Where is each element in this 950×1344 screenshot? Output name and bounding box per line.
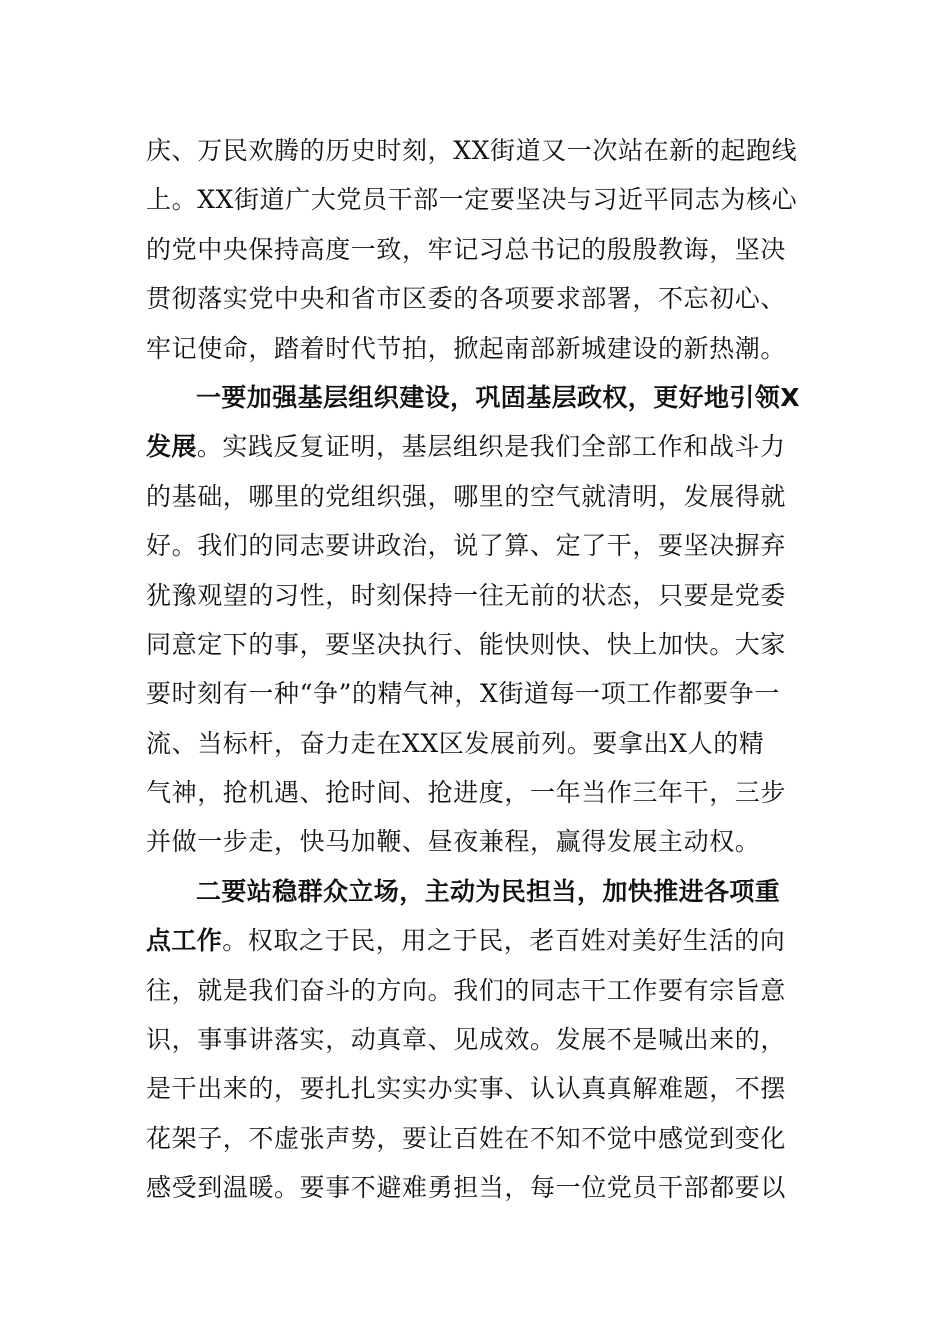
text-line: 要时刻有一种“争”的精气神，X街道每一项工作都要争一 — [146, 679, 780, 709]
section-heading-2: 二要站稳群众立场，主动为民担当，加快推进各项重 — [196, 876, 781, 906]
text-line: 花架子，不虚张声势，要让百姓在不知不觉中感觉到变化 — [146, 1123, 787, 1153]
text-line: 往，就是我们奋斗的方向。我们的同志干工作要有宗旨意 — [146, 975, 787, 1005]
text-line: 并做一步走，快马加鞭、昼夜兼程，赢得发展主动权。 — [146, 827, 761, 857]
text-line: 牢记使命，踏着时代节拍，掀起南部新城建设的新热潮。 — [146, 333, 787, 363]
document-body — [146, 126, 806, 1213]
text-line: 好。我们的同志要讲政治，说了算、定了干，要坚决摒弃 — [146, 531, 787, 561]
text-line: 上。XX街道广大党员干部一定要坚决与习近平同志为核心 — [146, 185, 798, 215]
text-line: 犹豫观望的习性，时刻保持一往无前的状态，只要是党委 — [146, 580, 787, 610]
section-heading-1: 一要加强基层组织建设，巩固基层政权，更好地引领X — [196, 382, 800, 412]
text-line: 贯彻落实党中央和省市区委的各项要求部署，不忘初心、 — [146, 284, 787, 314]
text-line: 的党中央保持高度一致，牢记习总书记的殷殷教诲，坚决 — [146, 234, 787, 264]
text-line — [146, 916, 806, 965]
text-fragment: 。权取之于民，用之于民，老百姓对美好生活的向 — [222, 926, 786, 956]
text-line: 识，事事讲落实，动真章、见成效。发展不是喊出来的， — [146, 1025, 787, 1055]
section-heading-2-end: 点工作 — [146, 926, 223, 956]
text-line: 感受到温暖。要事不避难勇担当，每一位党员干部都要以 — [146, 1173, 787, 1203]
text-line — [146, 422, 806, 471]
text-line: 庆、万民欢腾的历史时刻，XX街道又一次站在新的起跑线 — [146, 136, 798, 165]
text-line: 流、当标杆，奋力走在XX区发展前列。要拿出X人的精 — [146, 728, 765, 758]
text-line: 的基础，哪里的党组织强，哪里的空气就清明，发展得就 — [146, 481, 787, 511]
text-line: 气神，抢机遇、抢时间、抢进度，一年当作三年干，三步 — [146, 778, 787, 808]
text-fragment: 。实践反复证明，基层组织是我们全部工作和战斗力 — [196, 432, 786, 462]
text-line: 同意定下的事，要坚决执行、能快则快、快上加快。大家 — [146, 629, 787, 659]
section-heading-1-end: 发展 — [146, 432, 197, 462]
text-line: 是干出来的，要扎扎实实办实事、认认真真解难题，不摆 — [146, 1074, 787, 1104]
